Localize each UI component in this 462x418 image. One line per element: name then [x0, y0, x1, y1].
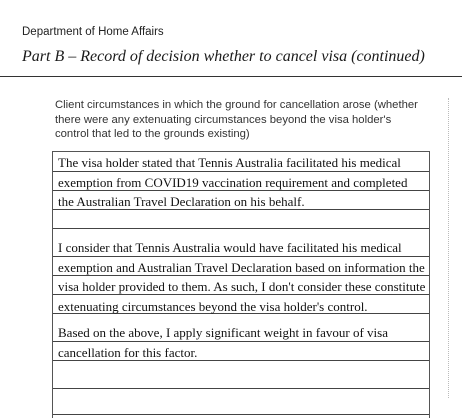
header-rule — [0, 76, 462, 77]
answer-paragraph-1: The visa holder stated that Tennis Australia facilitated his medical exemption from COVID19 vaccination requirement and completed the Australian Travel Declaration on his behalf. — [58, 155, 408, 209]
ruled-line — [53, 228, 429, 229]
margin-mark — [448, 98, 449, 398]
ruled-line — [53, 388, 429, 389]
answer-paragraph-3: Based on the above, I apply significant weight in favour of visa cancellation for this factor. — [58, 325, 388, 360]
ruled-line — [53, 414, 429, 415]
question-label: Client circumstances in which the ground for cancellation arose (whether there were any extenuating circumstances beyond the visa holder's control that led to the grounds existing) — [55, 99, 418, 140]
department-name: Department of Home Affairs — [22, 26, 164, 38]
answer-box — [52, 151, 430, 418]
part-title: Part B – Record of decision whether to cancel visa (continued) — [22, 48, 425, 65]
answer-paragraph-2: I consider that Tennis Australia would have facilitated his medical exemption and Australian Travel Declaration based on information the visa holder provided to them. As such, I don't consider these constitute extenuating circumstances beyond the visa holder's control. — [58, 240, 426, 314]
